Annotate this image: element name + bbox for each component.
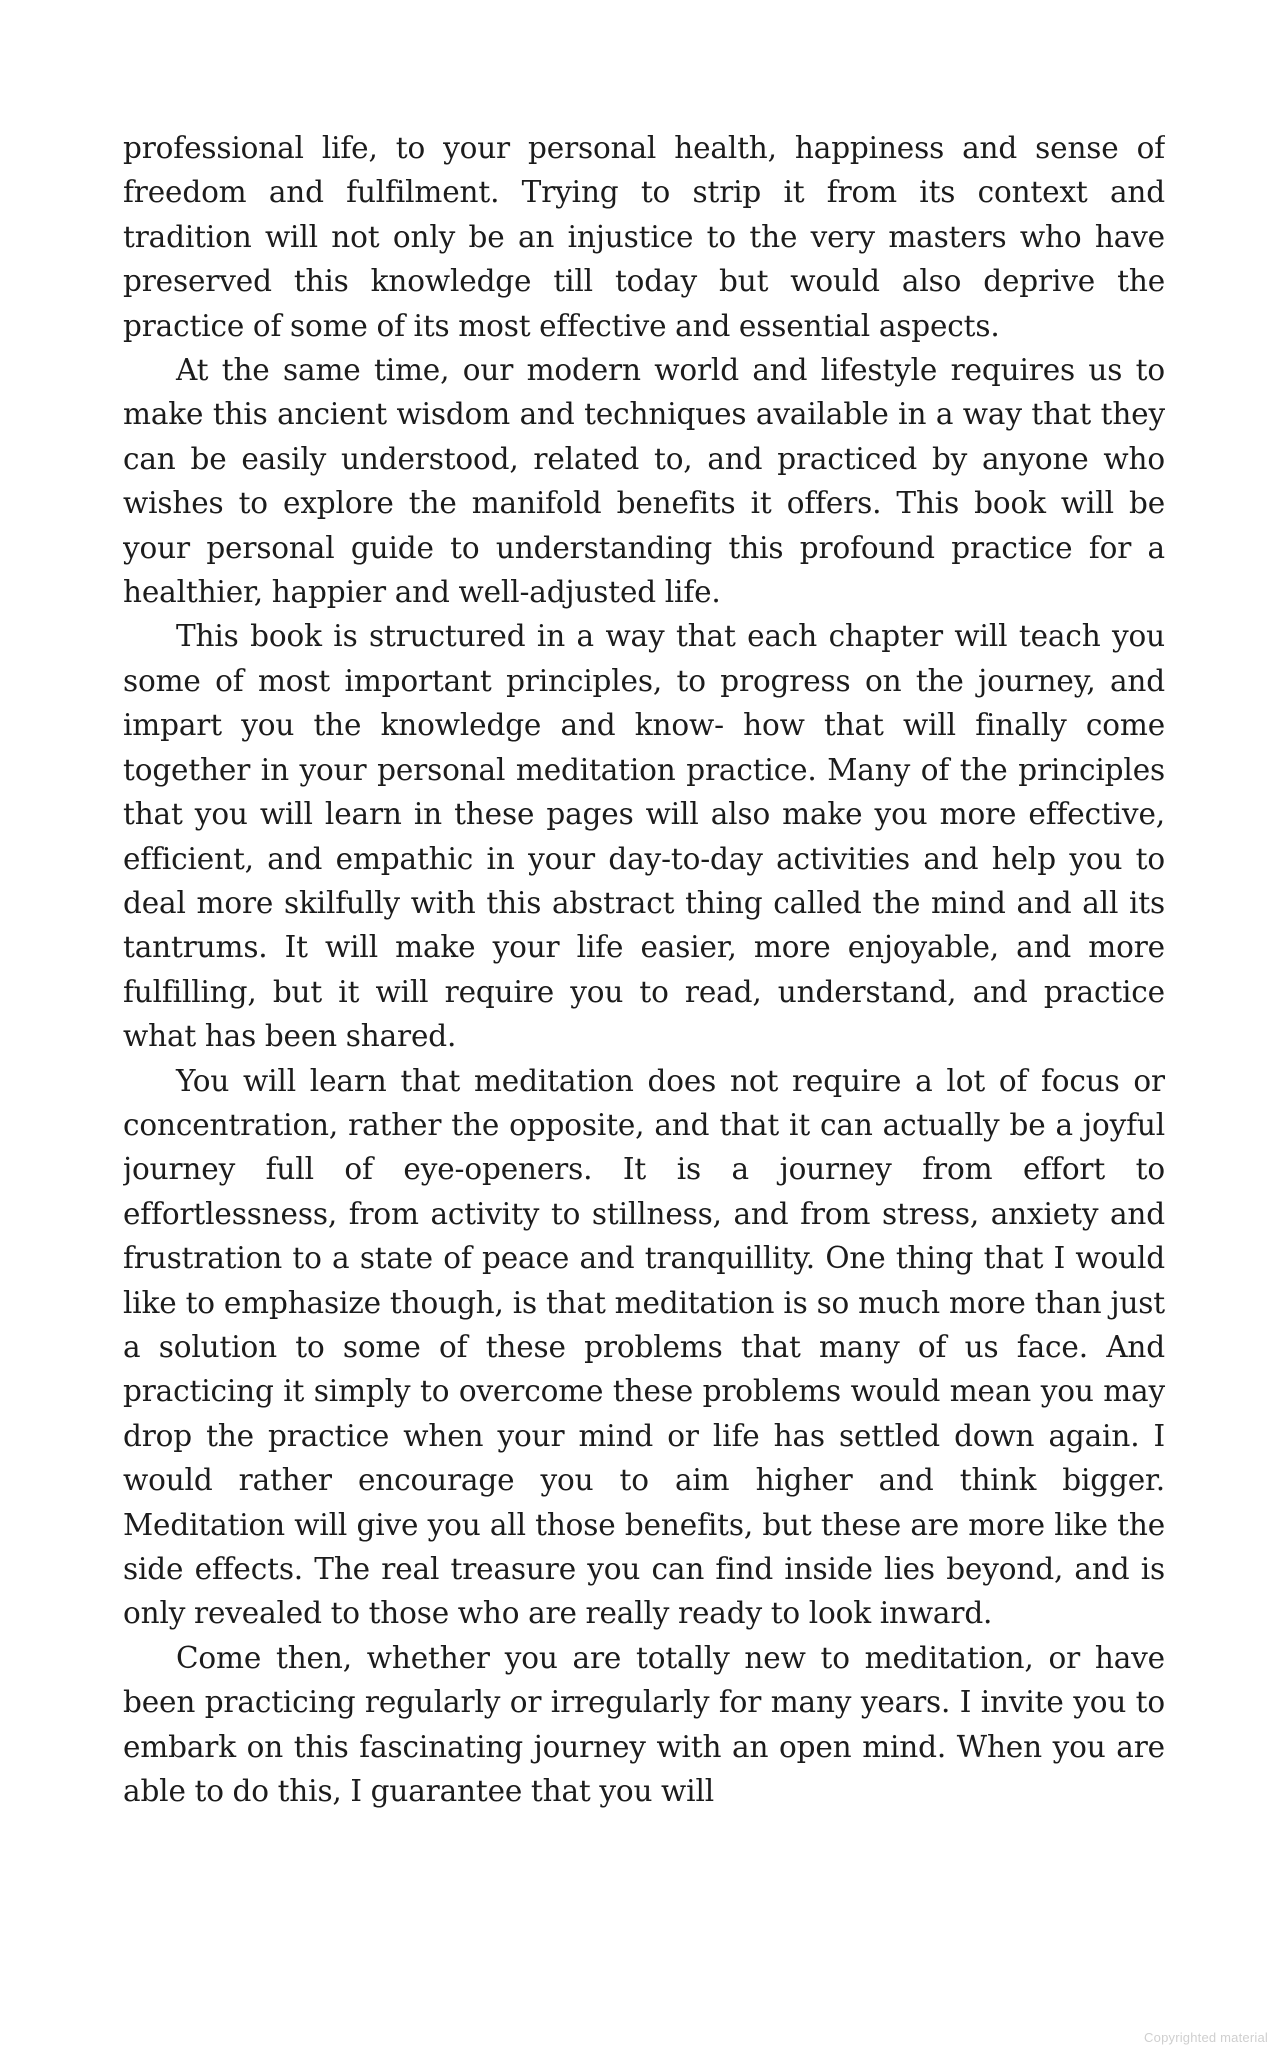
paragraph-3: This book is structured in a way that each chapter will teach you some of most important principles, to progress on the journey, and impart you the knowledge and know- how that will finally come together in your personal meditation practice. Many of the principles that you will learn in these pages will also make you more effective, efficient, and empathic in your day-to-day activities and help you to deal more skilfully with this abstract thing called the mind and all its tantrums. It will make your life easier, more enjoyable, and more fulfilling, but it will require you to read, understand, and practice what has been shared. xyxy=(123,619,1165,1054)
paragraph-1: professional life, to your personal health, happiness and sense of freedom and fulfilment. Trying to strip it from its context and tradition will not only be an injustice to the very masters who have preserved this knowledge till today but would also deprive the practice of some of its most effective and essential aspects. xyxy=(123,131,1165,343)
paragraph-4: You will learn that meditation does not require a lot of focus or concentration, rather the opposite, and that it can actually be a joyful journey full of eye-openers. It is a journey from effort to effortlessness, from activity to stillness, and from stress, anxiety and frustration to a state of peace and tranquillity. One thing that I would like to emphasize though, is that meditation is so much more than just a solution to some of these problems that many of us face. And practicing it simply to overcome these problems would mean you may drop the practice when your mind or life has settled down again. I would rather encourage you to aim higher and think bigger. Meditation will give you all those benefits, but these are more like the side effects. The real treasure you can find inside lies beyond, and is only revealed to those who are really ready to look inward. xyxy=(123,1063,1165,1631)
paragraph-2: At the same time, our modern world and lifestyle requires us to make this ancient wisdom and techniques available in a way that they can be easily understood, related to, and practiced by anyone who wishes to explore the manifold benefits it offers. This book will be your personal guide to understanding this profound practice for a healthier, happier and well-adjusted life. xyxy=(123,353,1165,610)
copyright-watermark: Copyrighted material xyxy=(1144,2030,1268,2045)
paragraph-5: Come then, whether you are totally new to meditation, or have been practicing regularly or irregularly for many years. I invite you to embark on this fascinating journey with an open mind. When you are able to do this, I guarantee that you will xyxy=(123,1640,1165,1809)
book-page xyxy=(123,126,1165,1916)
